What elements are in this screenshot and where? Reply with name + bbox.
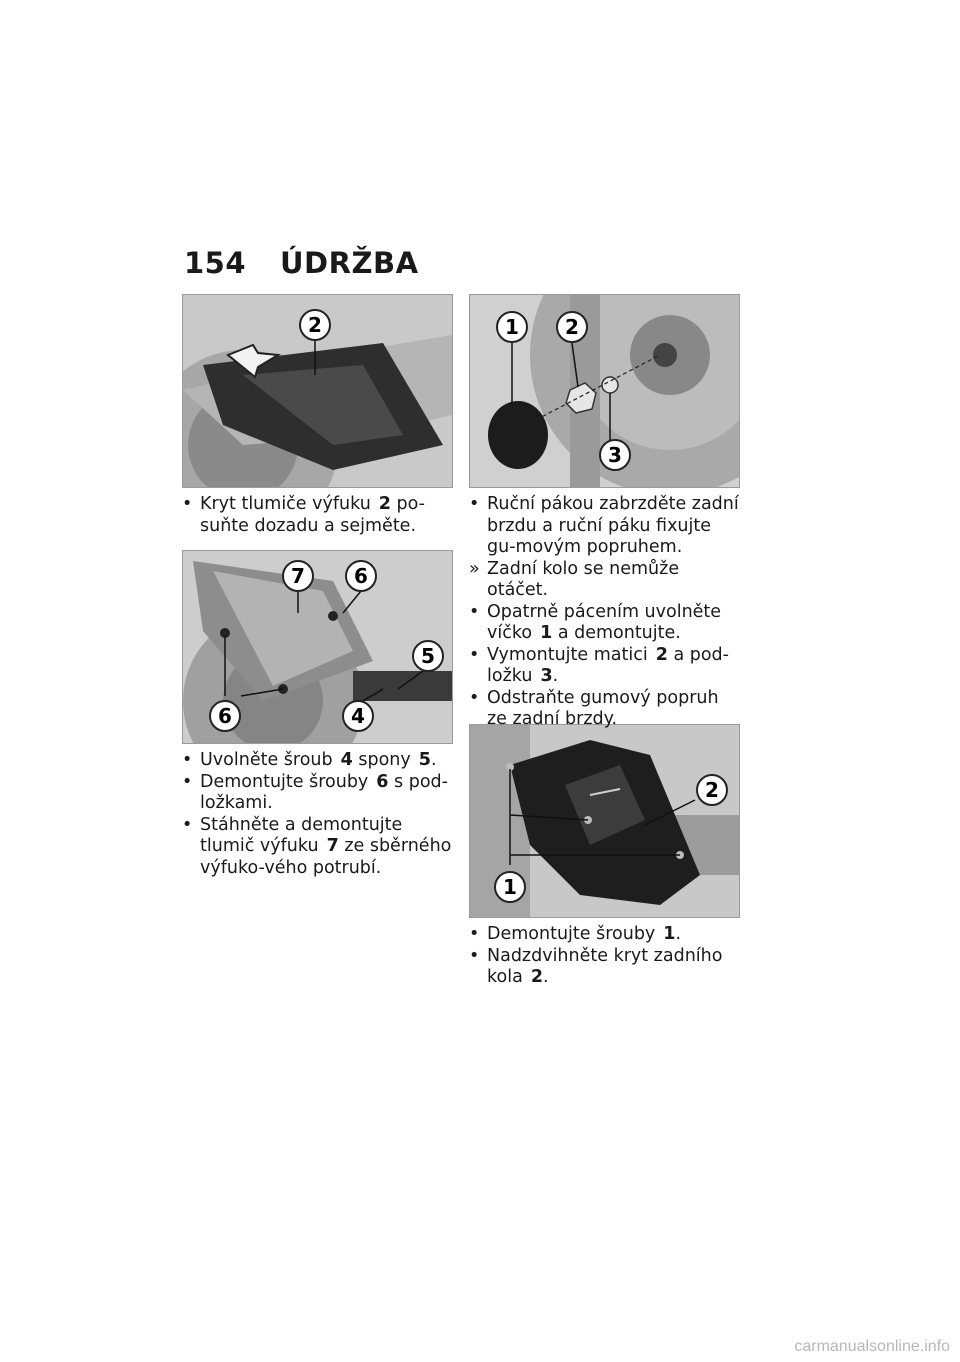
bullet-marker: • xyxy=(182,750,193,770)
callout-label: 1 xyxy=(503,875,517,899)
callout-label: 2 xyxy=(565,315,579,339)
figure-exhaust-cover xyxy=(182,294,453,488)
section-title: ÚDRŽBA xyxy=(280,246,419,280)
bullet-marker: • xyxy=(182,494,193,514)
callout-label: 7 xyxy=(291,564,305,588)
bullet-marker: • xyxy=(182,771,193,792)
callout-label: 6 xyxy=(354,564,368,588)
ref-number: 2 xyxy=(530,967,543,987)
ref-number: 4 xyxy=(340,750,353,770)
ref-number: 5 xyxy=(418,750,431,770)
list-item: • Nadzdvihněte kryt zadního kola 2. xyxy=(469,945,723,987)
list-item: • Kryt tlumiče výfuku 2 po-suňte dozadu a sejměte. xyxy=(182,494,425,536)
bullet-marker: • xyxy=(469,687,480,708)
silencer-illustration xyxy=(183,551,452,743)
steps-block-silencer xyxy=(182,750,454,879)
bullet-marker: • xyxy=(469,644,480,665)
bullet-marker: • xyxy=(469,945,480,966)
ref-number: 7 xyxy=(326,836,339,856)
ref-number: 1 xyxy=(663,924,676,944)
figure-rear-wheel-cover xyxy=(469,724,740,918)
steps-block-rear-wheel-cover xyxy=(469,924,741,989)
page-header xyxy=(184,246,419,280)
callout-label: 3 xyxy=(608,443,622,467)
list-item: • Demontujte šrouby 1. xyxy=(469,924,682,944)
list-item: • Odstraňte gumový popruh ze zadní brzdy. xyxy=(469,687,719,729)
ref-number: 2 xyxy=(655,644,668,665)
list-item: • Demontujte šrouby 6 s pod-ložkami. xyxy=(182,771,448,813)
list-item: • Vymontujte matici 2 a pod-ložku 3. xyxy=(469,644,729,686)
page-number: 154 xyxy=(184,246,247,280)
result-item: » Zadní kolo se nemůže otáčet. xyxy=(469,558,680,600)
list-item: • Ruční pákou zabrzděte zadní brzdu a ruční páku fixujte gu-movým popruhem. xyxy=(469,494,739,557)
list-item: • Stáhněte a demontujte tlumič výfuku 7 ze sběrného výfuko-vého potrubí. xyxy=(182,814,452,878)
steps-block-exhaust-cover xyxy=(182,494,454,537)
callout-label: 2 xyxy=(308,313,322,337)
ref-number: 1 xyxy=(540,623,553,643)
exhaust-cover-illustration xyxy=(183,295,452,487)
bullet-marker: • xyxy=(182,814,193,835)
bullet-marker: • xyxy=(469,924,480,944)
bullet-marker: • xyxy=(469,601,480,622)
steps-block-wheel-axle xyxy=(469,494,741,731)
rear-wheel-cover-illustration xyxy=(470,725,739,917)
callout-label: 2 xyxy=(705,778,719,802)
result-marker: » xyxy=(469,558,480,579)
ref-number: 6 xyxy=(376,771,389,792)
wheel-axle-illustration xyxy=(470,295,739,487)
callout-label: 5 xyxy=(421,644,435,668)
list-item: • Opatrně pácením uvolněte víčko 1 a demontujte. xyxy=(469,601,722,643)
bullet-marker: • xyxy=(469,494,480,514)
list-item: • Uvolněte šroub 4 spony 5. xyxy=(182,750,437,770)
ref-number: 2 xyxy=(378,494,391,514)
callout-label: 4 xyxy=(351,704,365,728)
figure-wheel-axle xyxy=(469,294,740,488)
callout-label: 6 xyxy=(218,704,232,728)
figure-silencer xyxy=(182,550,453,744)
ref-number: 3 xyxy=(540,666,553,686)
watermark: carmanualsonline.info xyxy=(794,1338,950,1355)
callout-label: 1 xyxy=(505,315,519,339)
